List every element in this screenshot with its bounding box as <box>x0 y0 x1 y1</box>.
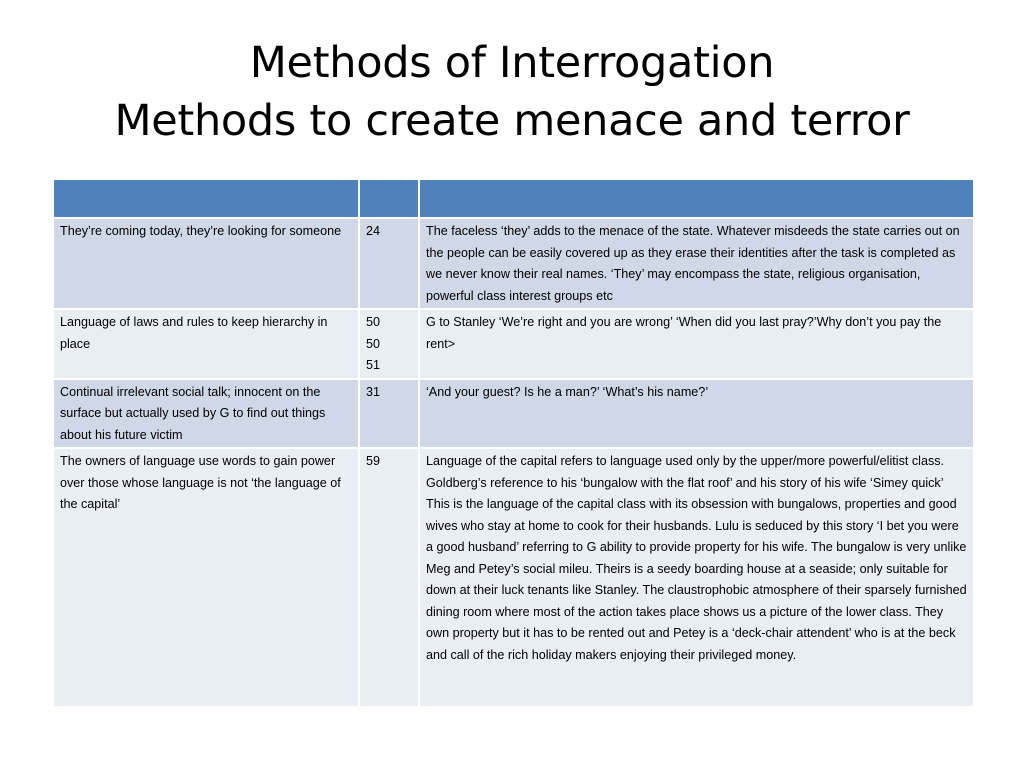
header-cell-method <box>53 179 359 218</box>
page-number: 59 <box>366 454 381 468</box>
page-number: 24 <box>366 224 381 238</box>
page-number: 50 <box>366 336 381 351</box>
table-row <box>53 309 974 379</box>
analysis-cell: G to Stanley ‘We’re right and you are wrong’ ‘When did you last pray?’Why don’t you pay the rent> <box>419 309 974 379</box>
header-cell-page <box>359 179 419 218</box>
page-number: 50 <box>366 315 381 329</box>
method-cell: Language of laws and rules to keep hierarchy in place <box>53 309 359 379</box>
page-number: 51 <box>366 358 381 372</box>
page-number: 31 <box>366 384 381 399</box>
table-header-row <box>53 179 974 218</box>
analysis-cell: Language of the capital refers to language used only by the upper/more powerful/elitist class. Goldberg’s reference to his ‘bungalow with the flat roof’ and his story of his wife ‘Simey quick’ This is the language of the capital class with its obsession with bungalows, properties and good wives who stay at home to cook for their husbands. Lulu is seduced by this story ‘I bet you were a good husband’ referring to G ability to provide property for his wife. The bungalow is very unlike Meg and Petey’s social mileu. Theirs is a seedy boarding house at a seaside; only suitable for down at their luck tenants like Stanley. The claustrophobic atmosphere of their sparsely furnished dining room where most of the action takes place shows us a picture of the lower class. They own property but it has to be rented out and Petey is a ‘deck-chair attendent’ who is at the beck and call of the rich holiday makers enjoying their privileged money. <box>419 448 974 707</box>
page-cell <box>359 379 419 449</box>
methods-table <box>52 178 975 708</box>
title-line-1: Methods of Interrogation <box>249 38 775 88</box>
table-row <box>53 379 974 449</box>
header-cell-analysis <box>419 179 974 218</box>
page-cell <box>359 309 419 379</box>
page-cell <box>359 218 419 309</box>
title-line-2: Methods to create menace and terror <box>114 96 910 146</box>
table-row <box>53 448 974 707</box>
slide-title <box>0 34 1024 150</box>
table-row <box>53 218 974 309</box>
method-cell: They’re coming today, they’re looking for someone <box>53 218 359 309</box>
page-cell <box>359 448 419 707</box>
analysis-cell: ‘And your guest? Is he a man?’ ‘What’s his name?’ <box>419 379 974 449</box>
method-cell: Continual irrelevant social talk; innocent on the surface but actually used by G to find out things about his future victim <box>53 379 359 449</box>
method-cell: The owners of language use words to gain power over those whose language is not ‘the language of the capital’ <box>53 448 359 707</box>
analysis-cell: The faceless ‘they’ adds to the menace of the state. Whatever misdeeds the state carries out on the people can be easily covered up as they erase their identities after the task is completed as we never know their real names. ‘They’ may encompass the state, religious organisation, powerful class interest groups etc <box>419 218 974 309</box>
